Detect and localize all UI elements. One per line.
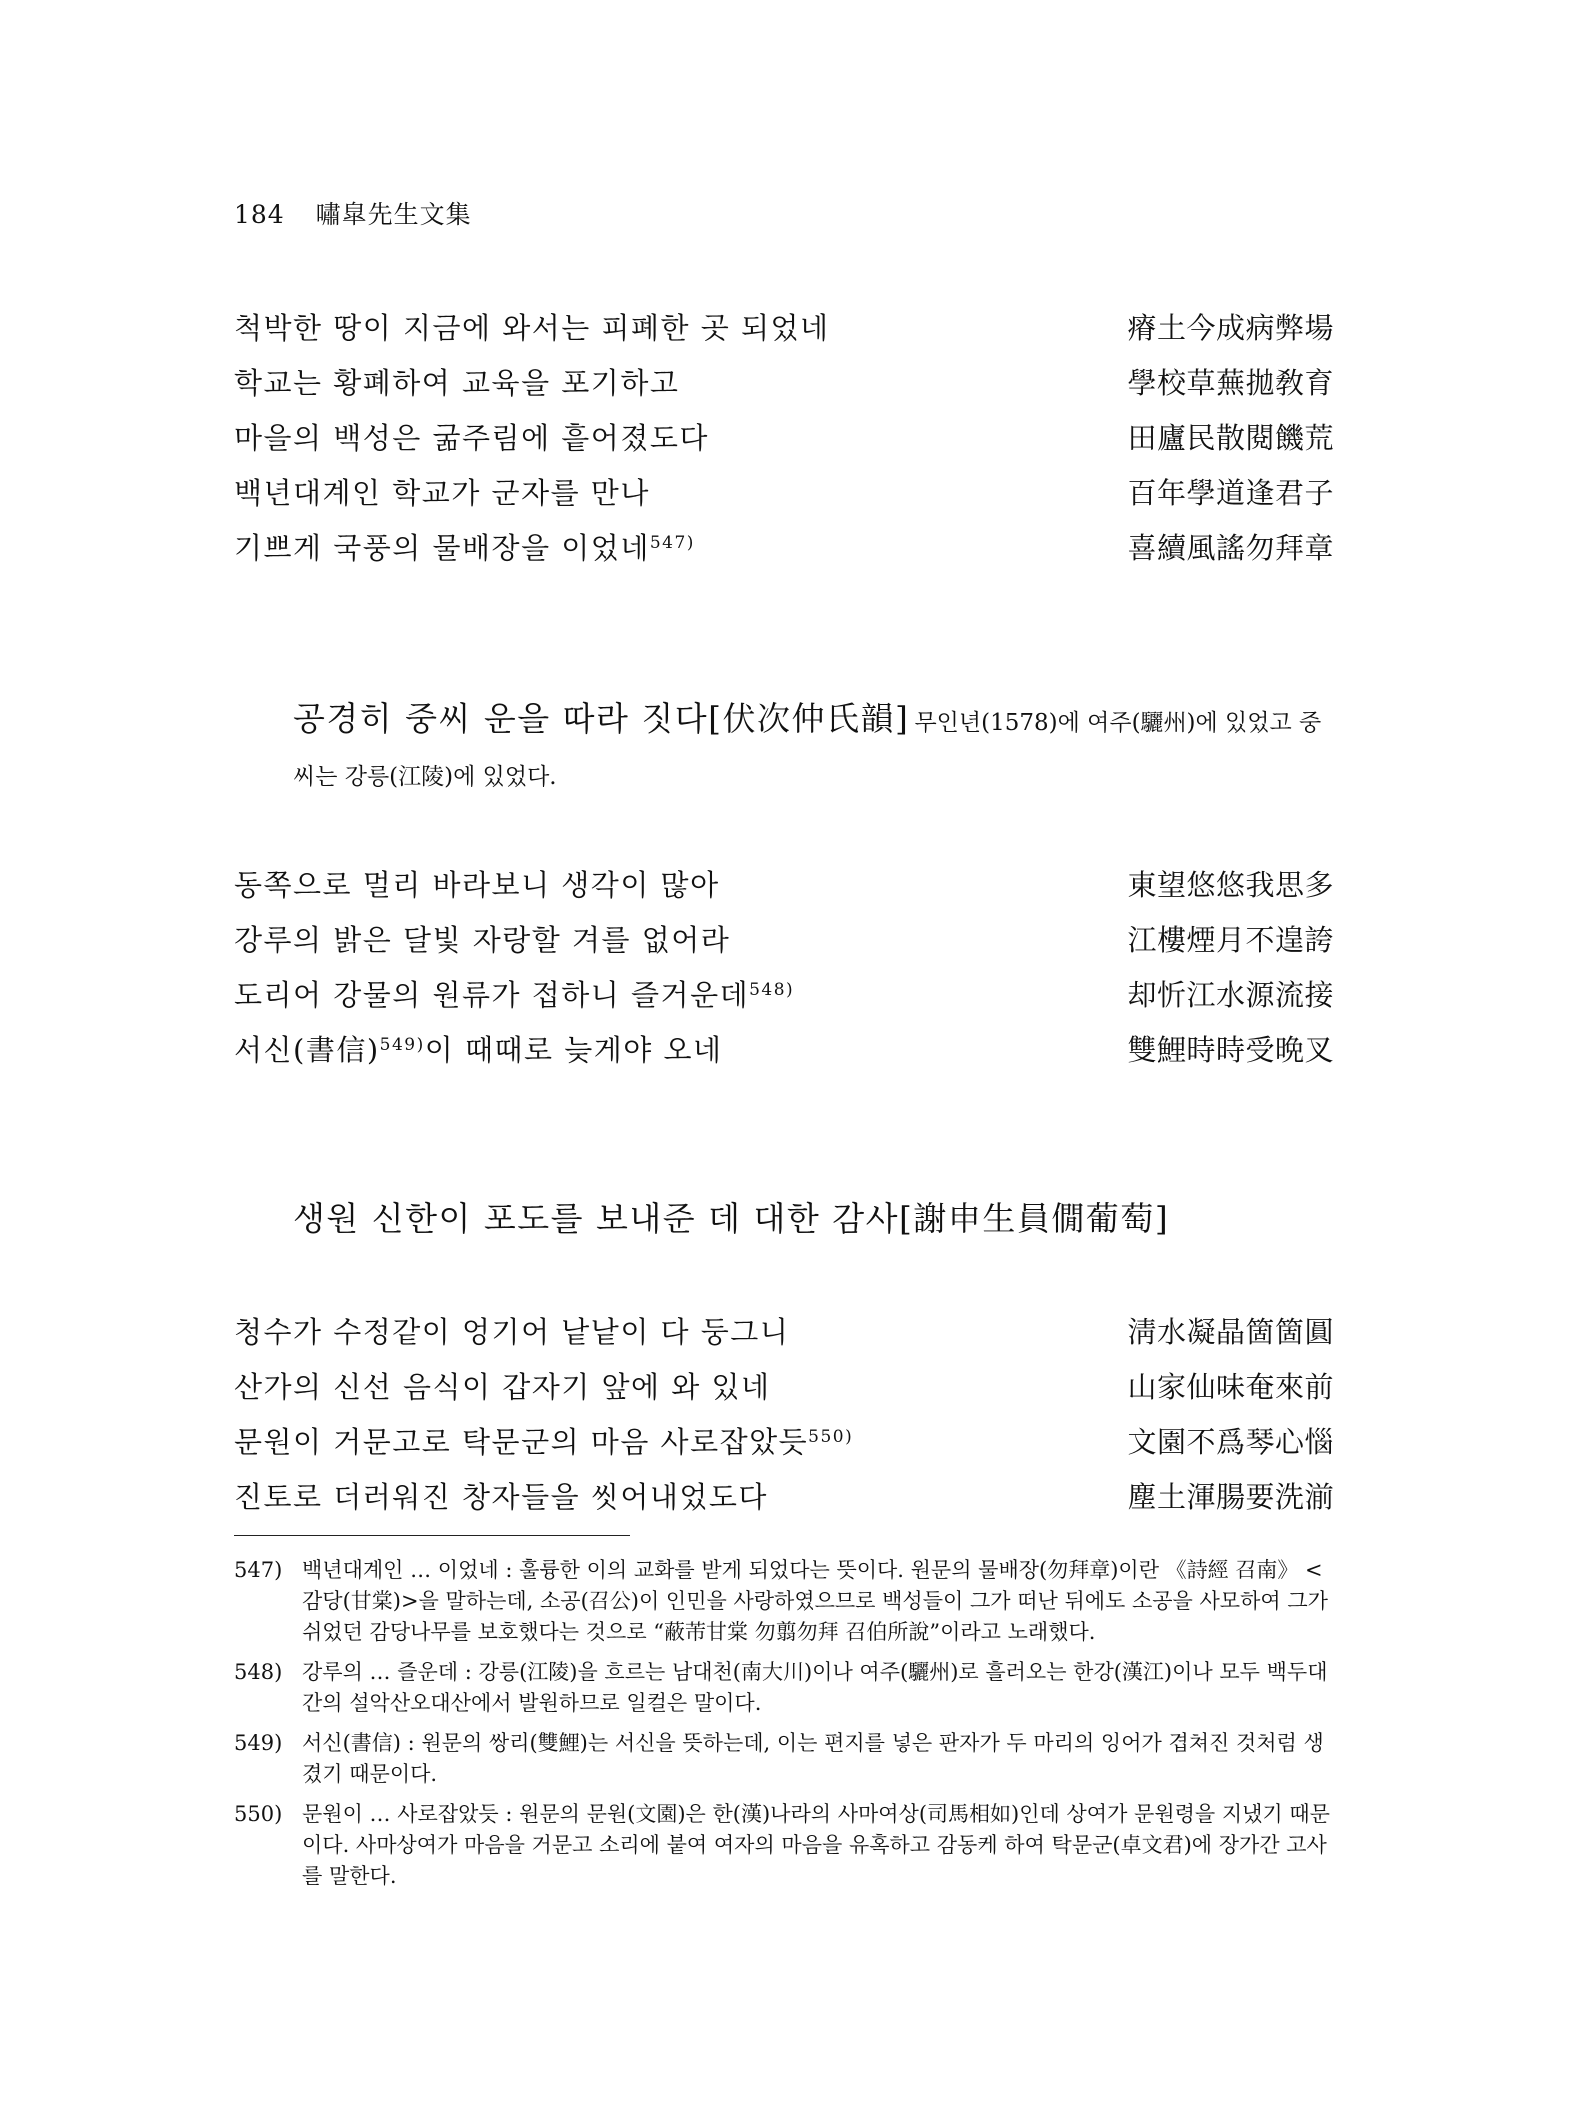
poem-line xyxy=(234,521,1334,576)
chinese-verse: 瘠土今成病弊場 xyxy=(1127,311,1334,345)
footnote-number: 547) xyxy=(234,1558,283,1582)
chinese-verse: 田廬民散閱饑荒 xyxy=(1127,421,1334,455)
footnote-number: 549) xyxy=(234,1731,283,1755)
poem-line xyxy=(234,858,1334,913)
footnote-text: 문원이 … 사로잡았듯 : 원문의 문원(文園)은 한(漢)나라의 사마여상(司馬相如)인데 상여가 문원령을 지냈기 때문이다. 사마상여가 마음을 거문고 소리에 붙여 여자의 마음을 유혹하고 감동케 하여 탁문군(卓文君)에 장가간 고사를 말한다. xyxy=(302,1802,1330,1888)
korean-verse xyxy=(234,1415,853,1470)
footnote-divider xyxy=(234,1535,630,1536)
verse-text: 기쁘게 국풍의 물배장을 이었네 xyxy=(234,531,650,565)
korean-verse: 백년대계인 학교가 군자를 만나 xyxy=(234,476,650,510)
title-note-continued: 씨는 강릉(江陵)에 있었다. xyxy=(293,764,557,790)
poem-line xyxy=(234,913,1334,968)
chinese-verse: 東望悠悠我思多 xyxy=(1127,868,1334,902)
chinese-verse: 淸水凝晶箇箇圓 xyxy=(1127,1315,1334,1349)
chinese-verse: 百年學道逢君子 xyxy=(1127,476,1334,510)
poem-line xyxy=(234,301,1334,356)
poem-line xyxy=(234,466,1334,521)
page-number: 184 xyxy=(234,200,285,229)
poem-line xyxy=(234,1415,1334,1470)
korean-verse: 마을의 백성은 굶주림에 흩어졌도다 xyxy=(234,421,709,455)
korean-verse: 강루의 밝은 달빛 자랑할 겨를 없어라 xyxy=(234,923,731,957)
verse-text: 도리어 강물의 원류가 접하니 즐거운데 xyxy=(234,978,750,1012)
heading-row xyxy=(293,1190,1338,1248)
heading-row xyxy=(293,690,1338,748)
footnote-text: 서신(書信) : 원문의 쌍리(雙鯉)는 서신을 뜻하는데, 이는 편지를 넣은 판자가 두 마리의 잉어가 겹쳐진 것처럼 생겼기 때문이다. xyxy=(302,1731,1324,1786)
poem-title: 공경히 중씨 운을 따라 짓다[伏次仲氏韻] xyxy=(293,699,910,738)
chinese-verse: 文園不爲琴心惱 xyxy=(1127,1425,1334,1459)
poem-line xyxy=(234,356,1334,411)
poem-line xyxy=(234,1360,1334,1415)
korean-verse: 산가의 신선 음식이 갑자기 앞에 와 있네 xyxy=(234,1370,771,1404)
chinese-verse: 喜續風謠勿拜章 xyxy=(1127,531,1334,565)
footnote-ref[interactable]: 547) xyxy=(649,532,695,553)
footnote xyxy=(234,1555,1338,1648)
chinese-verse: 山家仙味奄來前 xyxy=(1127,1370,1334,1404)
poem-line xyxy=(234,1305,1334,1360)
page-header xyxy=(234,195,472,231)
footnote-text: 백년대계인 … 이었네 : 훌륭한 이의 교화를 받게 되었다는 뜻이다. 원문의 물배장(勿拜章)이란 《詩經 召南》 <감당(甘棠)>을 말하는데, 소공(召公)이 인민을 사랑하였으므로 백성들이 그가 떠난 뒤에도 소공을 사모하여 그가 쉬었던 감당나무를 보호했다는 것으로 “蔽芾甘棠 勿翦勿拜 召伯所說”이라고 노래했다. xyxy=(302,1558,1328,1644)
korean-verse: 척박한 땅이 지금에 와서는 피폐한 곳 되었네 xyxy=(234,311,830,345)
footnotes xyxy=(234,1555,1338,1901)
korean-verse: 진토로 더러워진 창자들을 씻어내었도다 xyxy=(234,1480,768,1514)
korean-verse xyxy=(234,1023,723,1078)
poem-block-2 xyxy=(234,858,1334,1078)
section-heading-2 xyxy=(293,690,1338,806)
chinese-verse: 江樓煙月不遑誇 xyxy=(1127,923,1334,957)
footnote-ref[interactable]: 549) xyxy=(379,1034,425,1055)
korean-verse: 동쪽으로 멀리 바라보니 생각이 많아 xyxy=(234,868,720,902)
section-heading-3 xyxy=(293,1190,1338,1248)
korean-verse: 청수가 수정같이 엉기어 낱낱이 다 둥그니 xyxy=(234,1315,790,1349)
chinese-verse: 雙鯉時時受晩叉 xyxy=(1127,1033,1334,1067)
verse-text: 서신(書信) xyxy=(234,1033,380,1067)
chinese-verse: 却忻江水源流接 xyxy=(1127,978,1334,1012)
footnote xyxy=(234,1799,1338,1892)
footnote-ref[interactable]: 550) xyxy=(808,1426,854,1447)
verse-text: 문원이 거문고로 탁문군의 마음 사로잡았듯 xyxy=(234,1425,809,1459)
chinese-verse: 學校草蕪拋敎育 xyxy=(1127,366,1334,400)
footnote xyxy=(234,1728,1338,1790)
poem-block-1 xyxy=(234,301,1334,576)
poem-block-3 xyxy=(234,1305,1334,1525)
korean-verse xyxy=(234,521,695,576)
footnote-number: 550) xyxy=(234,1802,283,1826)
chinese-verse: 塵土渾腸要洗湔 xyxy=(1127,1480,1334,1514)
footnote-text: 강루의 … 즐운데 : 강릉(江陵)을 흐르는 남대천(南大川)이나 여주(驪州)로 흘러오는 한강(漢江)이나 모두 백두대간의 설악산오대산에서 발원하므로 일컬은 말이다. xyxy=(302,1660,1328,1715)
verse-text: 이 때때로 늦게야 오네 xyxy=(424,1033,723,1067)
poem-line xyxy=(234,968,1334,1023)
poem-title: 생원 신한이 포도를 보내준 데 대한 감사[謝申生員僩葡萄] xyxy=(293,1199,1170,1238)
korean-verse xyxy=(234,968,794,1023)
book-title: 嘯皐先生文集 xyxy=(315,200,472,229)
footnote xyxy=(234,1657,1338,1719)
poem-line xyxy=(234,1023,1334,1078)
korean-verse: 학교는 황폐하여 교육을 포기하고 xyxy=(234,366,680,400)
footnote-number: 548) xyxy=(234,1660,283,1684)
poem-line xyxy=(234,1470,1334,1525)
title-note: 무인년(1578)에 여주(驪州)에 있었고 중 xyxy=(914,710,1322,736)
poem-line xyxy=(234,411,1334,466)
footnote-ref[interactable]: 548) xyxy=(749,979,795,1000)
